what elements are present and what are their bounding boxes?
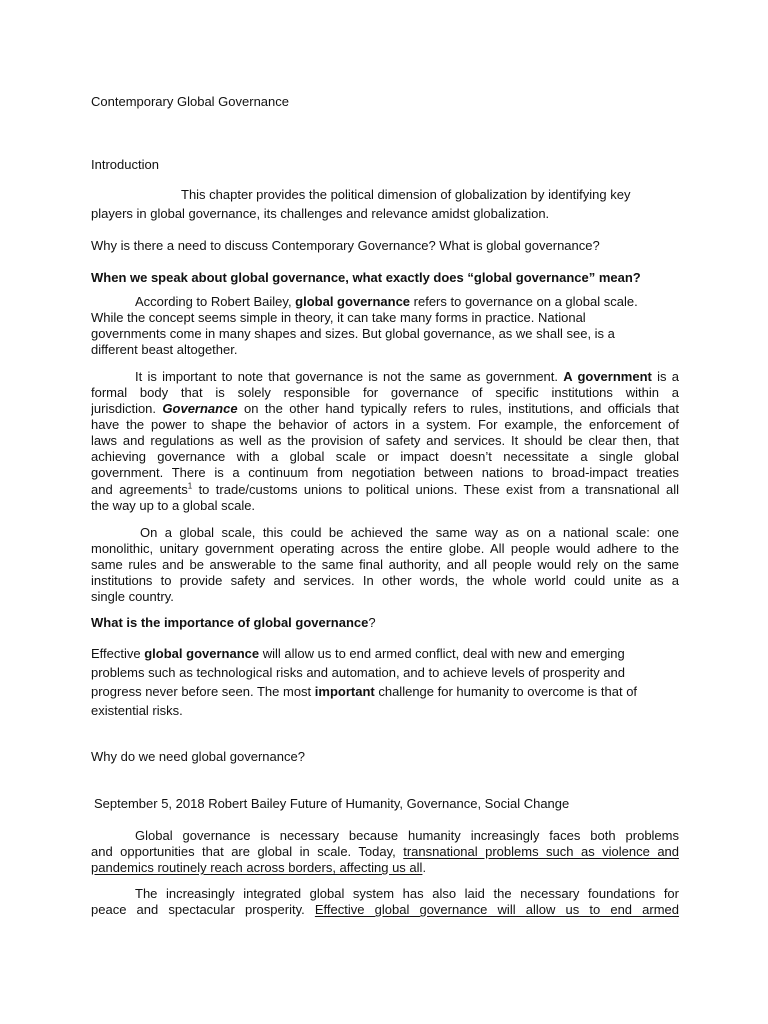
paragraph-5-line-2 [91,844,679,860]
text-run: . [422,860,427,875]
paragraph-1-line-4: different beast altogether. [91,342,238,357]
question-need-global-governance: Why is there a need to discuss Contemporary Governance? What is global governance? [91,238,600,253]
paragraph-2-line-1 [135,369,679,385]
paragraph-5-line-1: Global governance is necessary because humanity increasingly faces both problems [135,828,679,843]
question-global-governance-meaning: When we speak about global governance, what exactly does “global governance” mean? [91,270,641,285]
footnote-marker: 1 [187,482,193,491]
text-run: It is important to note that governance is not the same as government. [135,369,564,384]
intro-line-1: This chapter provides the political dimension of globalization by identifying key [181,187,631,202]
text-run: refers to governance on a global scale. [410,294,638,309]
paragraph-2-line-5: laws and regulations as well as the provision of safety and services. It should be clear then, that [91,433,679,448]
text-run: Effective [91,646,145,661]
paragraph-4-line-4: existential risks. [91,703,183,718]
paragraph-2-line-6: achieving governance with a global scale or impact doesn’t necessitate a single global [91,449,679,464]
bold-term: A government [563,369,652,384]
text-run: jurisdiction. [91,401,163,416]
underlined-text: transnational problems such as violence and [403,844,679,859]
document-title: Contemporary Global Governance [91,94,289,109]
text-run: and opportunities that are global in scale. Today, [91,844,404,859]
bold-question: What is the importance of global governance [91,615,369,630]
bold-term: important [314,684,375,699]
paragraph-2-line-9: the way up to a global scale. [91,498,256,513]
introduction-heading: Introduction [91,157,159,172]
paragraph-6-line-1: The increasingly integrated global system has also laid the necessary foundations for [135,886,679,901]
paragraph-2-line-7: government. There is a continuum from negotiation between nations to broad-impact treaties [91,465,679,480]
bold-term: global governance [144,646,260,661]
paragraph-3-line-5: single country. [91,589,174,604]
paragraph-3-line-3: same rules and be answerable to the same final authority, and all people would rely on the same [91,557,679,572]
paragraph-3-line-4: institutions to provide safety and services. In other words, the whole world could unite as a [91,573,679,588]
paragraph-5-line-3 [91,860,679,876]
text-run: progress never before seen. The most [91,684,315,699]
paragraph-2-line-4: have the power to shape the behavior of actors in a system. For example, the enforcement of [91,417,679,432]
question-mark: ? [368,615,376,630]
paragraph-4-line-3 [91,684,679,700]
text-run: will allow us to end armed conflict, deal with new and emerging [259,646,625,661]
text-run: peace and spectacular prosperity. [91,902,315,917]
paragraph-1-line-3: governments come in many shapes and sizes. But global governance, as we shall see, is a [91,326,615,341]
underlined-text: pandemics routinely reach across borders, affecting us all [91,860,423,875]
intro-line-2: players in global governance, its challenges and relevance amidst globalization. [91,206,550,221]
bold-term: global governance [295,294,411,309]
paragraph-3-line-2: monolithic, unitary government operating across the entire globe. All people would adhere to the [91,541,679,556]
text-run: on the other hand typically refers to rules, institutions, and officials that [237,401,679,416]
question-importance-global-governance [91,615,679,631]
text-run: According to Robert Bailey, [135,294,296,309]
paragraph-1-line-2: While the concept seems simple in theory, it can take many forms in practice. National [91,310,586,325]
source-attribution: September 5, 2018 Robert Bailey Future of Humanity, Governance, Social Change [94,796,570,811]
text-run: and agreements [91,482,188,497]
bold-italic-term: Governance [162,401,238,416]
text-run: to trade/customs unions to political unions. These exist from a transnational all [192,482,679,497]
paragraph-6-line-2 [91,902,679,918]
paragraph-4-line-2: problems such as technological risks and automation, and to achieve levels of prosperity and [91,665,626,680]
paragraph-2-line-2: formal body that is solely responsible for governance of specific institutions within a [91,385,679,400]
paragraph-3-line-1: On a global scale, this could be achieved the same way as on a national scale: one [140,525,679,540]
text-run: is a [651,369,679,384]
paragraph-1-line-1 [135,294,679,310]
question-why-need-global-governance: Why do we need global governance? [91,749,305,764]
underlined-text: Effective global governance will allow us to end armed [314,902,679,917]
paragraph-2-line-3 [91,401,679,417]
paragraph-4-line-1 [91,646,679,662]
paragraph-2-line-8 [91,482,679,498]
text-run: challenge for humanity to overcome is that of [374,684,638,699]
